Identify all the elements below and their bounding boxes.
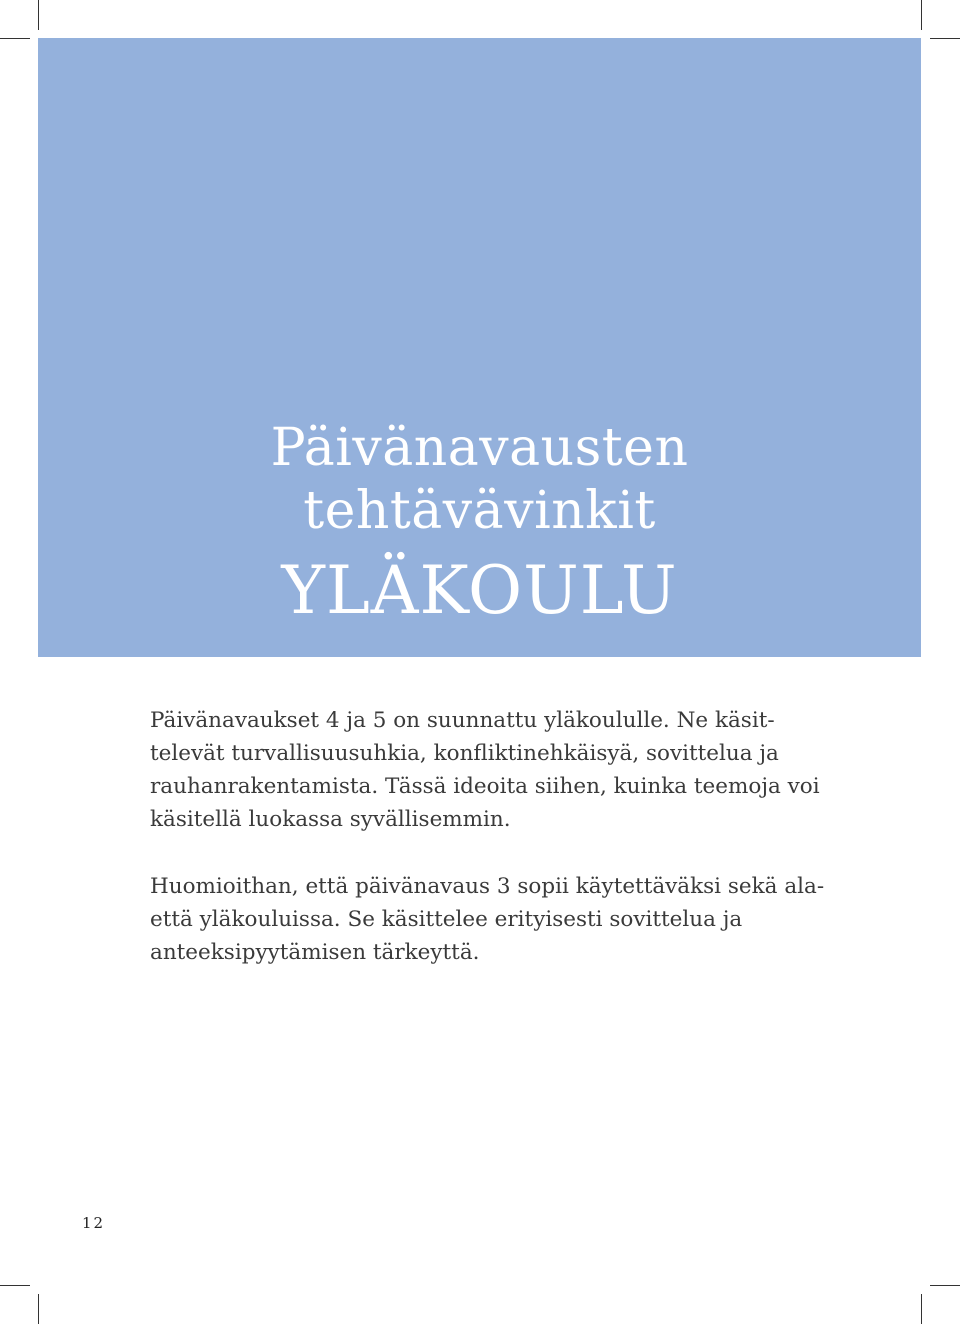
- page-title-line2: tehtävävinkit: [303, 481, 656, 541]
- page-title-line1: Päivänavausten: [270, 418, 689, 478]
- crop-mark: [930, 1285, 960, 1286]
- crop-mark: [0, 38, 30, 39]
- crop-mark: [38, 0, 39, 30]
- crop-mark: [930, 38, 960, 39]
- crop-mark: [921, 0, 922, 30]
- crop-mark: [921, 1294, 922, 1324]
- crop-mark: [38, 1294, 39, 1324]
- crop-mark: [0, 1285, 30, 1286]
- page-subtitle: YLÄKOULU: [281, 552, 678, 629]
- note-paragraph: Huomioithan, että päivänavaus 3 sopii käytettäväksi sekä ala- että yläkouluissa. Se käsittelee erityisesti sovittelua ja anteeksipyytämisen tärkeyttä.: [150, 874, 825, 965]
- page-number: 12: [82, 1214, 106, 1232]
- intro-paragraph: Päivänavaukset 4 ja 5 on suunnattu yläkoululle. Ne käsit-televät turvallisuusuhkia, konfliktinehkäisyä, sovittelua ja rauhanrakentamista. Tässä ideoita siihen, kuinka teemoja voi käsitellä luokassa syvällisemmin.: [150, 708, 820, 832]
- title-banner: [38, 38, 921, 657]
